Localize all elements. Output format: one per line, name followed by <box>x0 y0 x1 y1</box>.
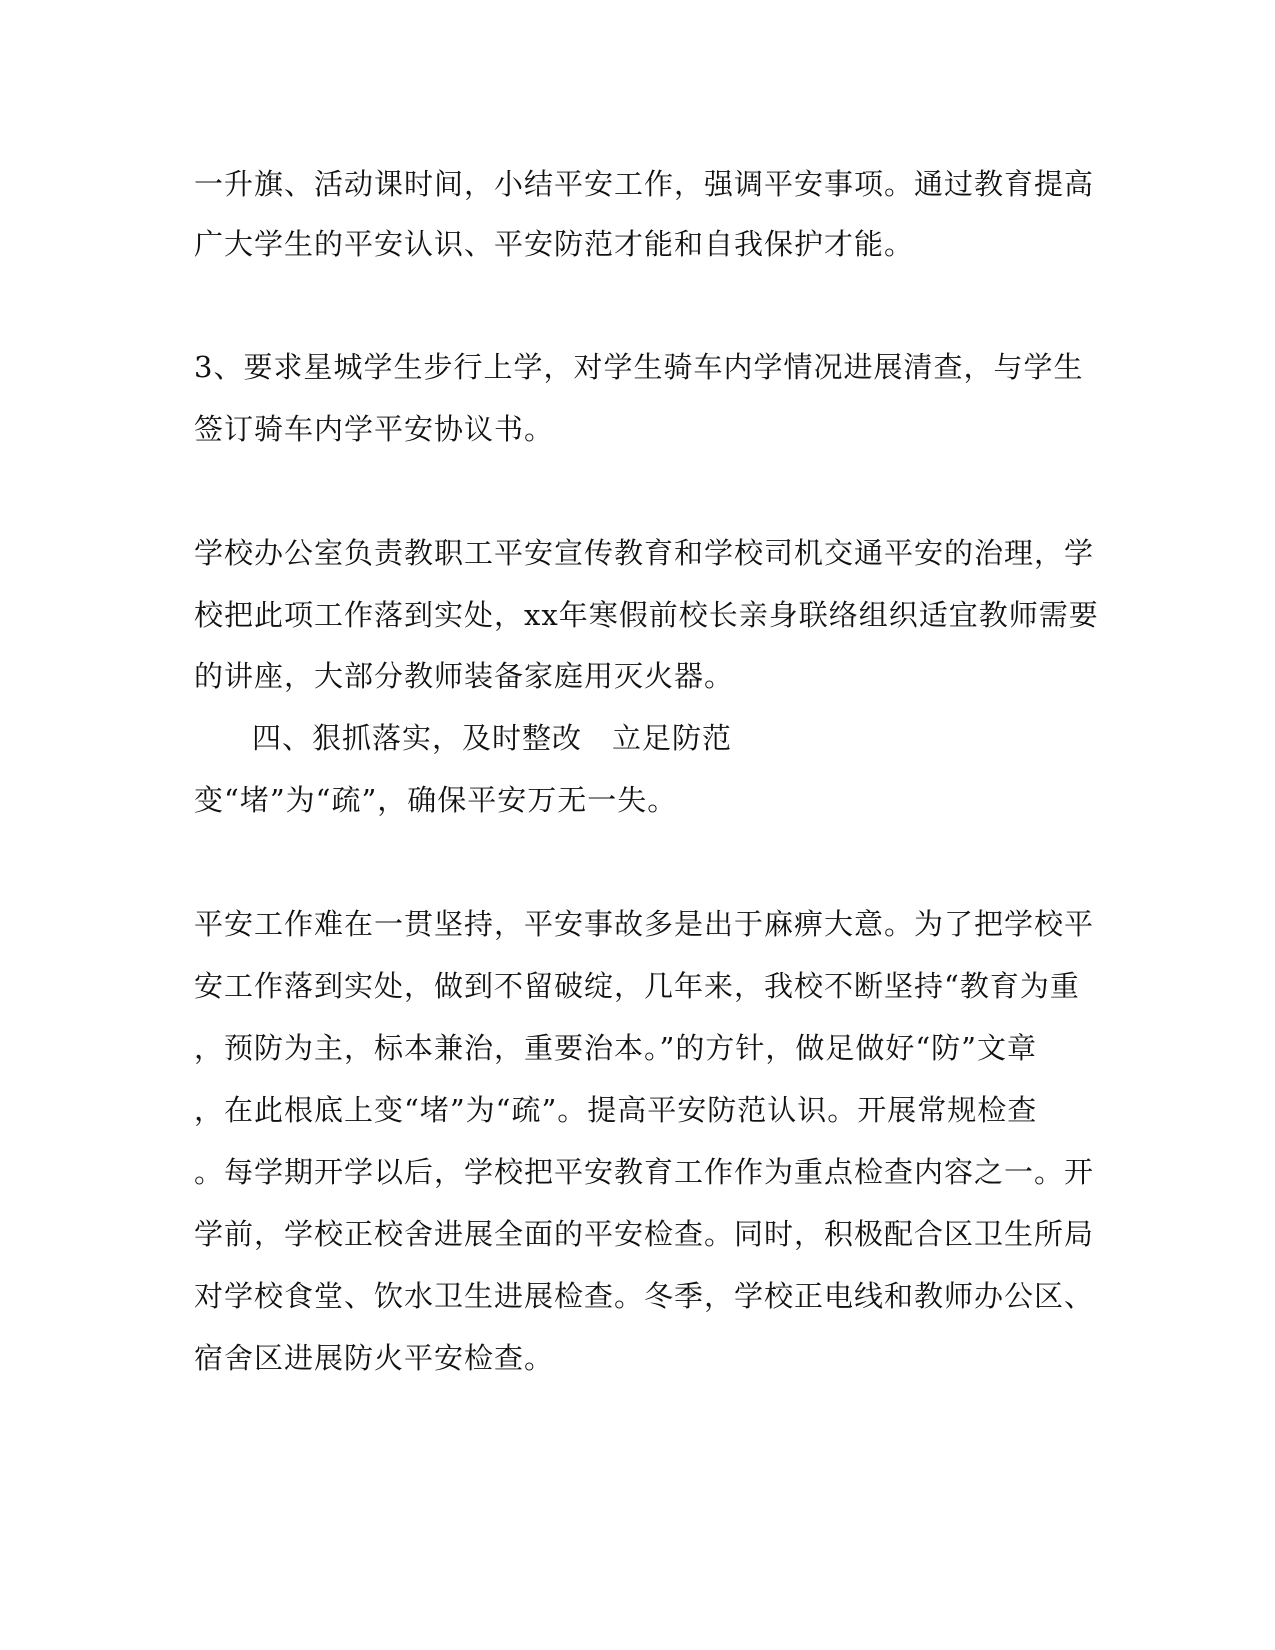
paragraph-4-line-8: 宿舍区进展防火平安检查。 <box>194 1341 555 1375</box>
paragraph-4-line-3: ，预防为主，标本兼治，重要治本。”的方针，做足做好“防”文章 <box>194 1031 1037 1065</box>
section-heading: 四、狠抓落实，及时整改 立足防范 <box>252 721 733 755</box>
paragraph-4-line-4: ，在此根底上变“堵”为“疏”。提高平安防范认识。开展常规检查 <box>194 1093 1038 1127</box>
paragraph-3-line-1: 学校办公室负责教职工平安宣传教育和学校司机交通平安的治理，学 <box>194 536 1095 570</box>
paragraph-2-line-2: 签订骑车内学平安协议书。 <box>194 412 555 446</box>
section-subheading: 变“堵”为“疏”，确保平安万无一失。 <box>194 783 678 817</box>
paragraph-3-line-3: 的讲座，大部分教师装备家庭用灭火器。 <box>194 659 735 693</box>
paragraph-4-line-6: 学前，学校正校舍进展全面的平安检查。同时，积极配合区卫生所局 <box>194 1217 1095 1251</box>
paragraph-4-line-7: 对学校食堂、饮水卫生进展检查。冬季，学校正电线和教师办公区、 <box>194 1279 1095 1313</box>
paragraph-1-line-1: 一升旗、活动课时间，小结平安工作，强调平安事项。通过教育提高 <box>194 167 1095 201</box>
paragraph-1-line-2: 广大学生的平安认识、平安防范才能和自我保护才能。 <box>194 227 915 261</box>
paragraph-2-line-1: 3、要求星城学生步行上学，对学生骑车内学情况进展清查，与学生 <box>194 350 1084 384</box>
paragraph-4-line-1: 平安工作难在一贯坚持，平安事故多是出于麻痹大意。为了把学校平 <box>194 907 1095 941</box>
paragraph-4-line-5: 。每学期开学以后，学校把平安教育工作作为重点检查内容之一。开 <box>194 1155 1095 1189</box>
paragraph-4-line-2: 安工作落到实处，做到不留破绽，几年来，我校不断坚持“教育为重 <box>194 969 1080 1003</box>
paragraph-3-line-2: 校把此项工作落到实处，xx年寒假前校长亲身联络组织适宜教师需要 <box>194 598 1099 632</box>
